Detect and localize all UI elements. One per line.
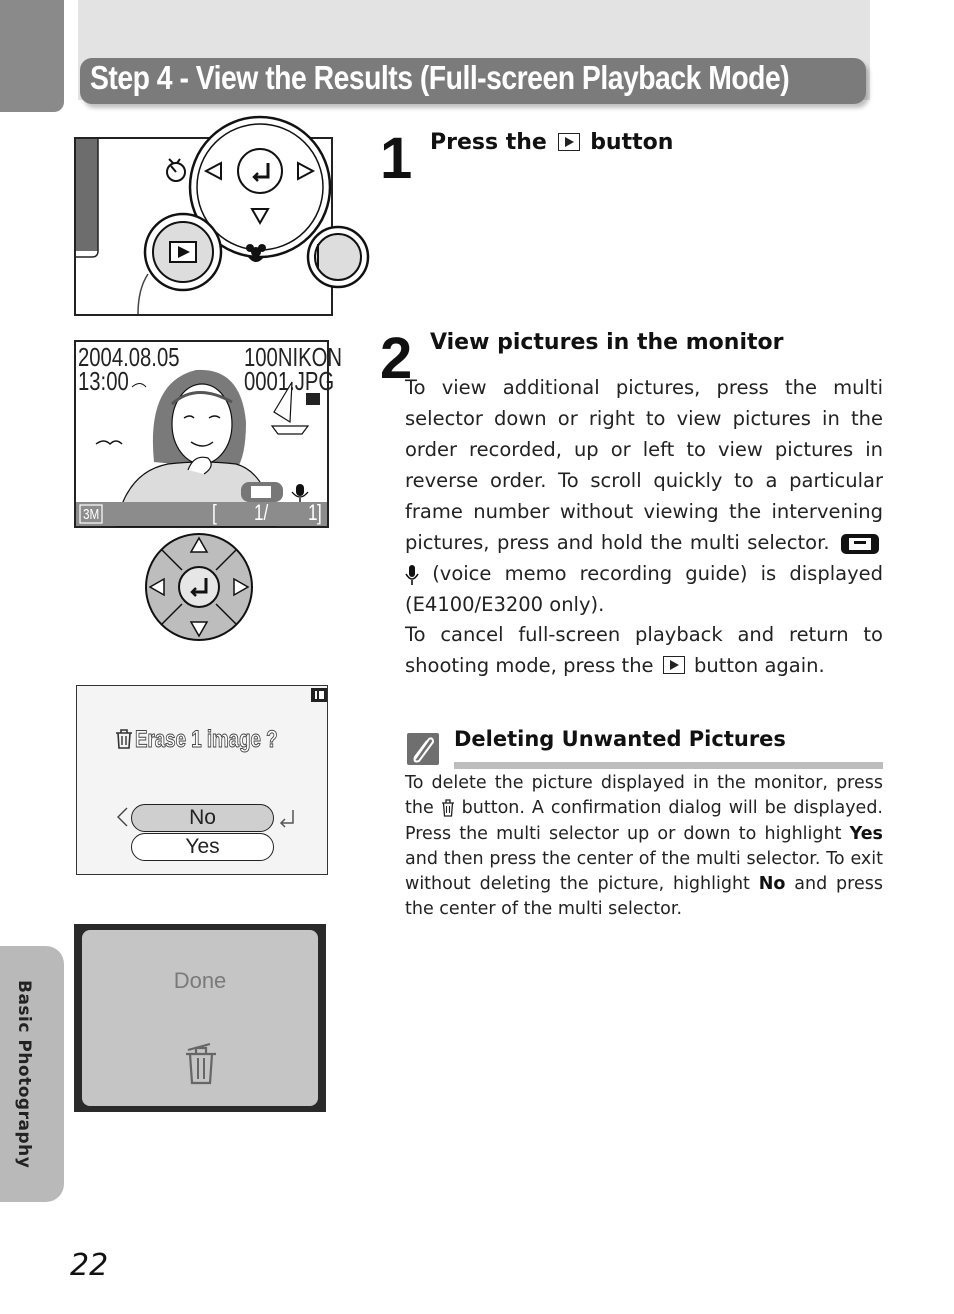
note-text-c: and then press the center of the multi selector. To exit without deleting the picture, highlight bbox=[405, 848, 883, 895]
microphone-icon bbox=[405, 564, 419, 586]
chapter-tab-top bbox=[0, 0, 64, 112]
step-2-heading: View pictures in the monitor bbox=[430, 330, 784, 355]
monitor-time: 13:00 bbox=[78, 366, 129, 396]
monitor-bracket-left: [ bbox=[212, 500, 217, 525]
erase-prompt: Erase 1 image ? bbox=[135, 726, 278, 753]
step-2-number: 2 bbox=[380, 326, 413, 391]
camera-back-illustration bbox=[76, 139, 331, 314]
monitor-bracket-right: ] bbox=[317, 500, 322, 525]
erase-option-no[interactable] bbox=[131, 804, 274, 832]
note-text-b: button. A confirmation dialog will be displayed. Press the multi selector up or down to highlight bbox=[405, 798, 883, 844]
note-body bbox=[405, 771, 883, 923]
pencil-note-icon bbox=[407, 733, 439, 765]
monitor-folder: 100NIKON bbox=[244, 342, 343, 372]
figure-playback-button bbox=[74, 137, 333, 316]
note-rule bbox=[454, 762, 883, 769]
step-1-heading bbox=[430, 130, 673, 155]
multi-selector-illustration bbox=[144, 532, 254, 642]
step-2-paragraph-2-tail: button again. bbox=[693, 654, 825, 677]
playback-button-icon bbox=[663, 656, 685, 674]
trash-icon bbox=[441, 799, 455, 817]
monitor-date: 2004.08.05 bbox=[78, 342, 180, 372]
note-text-a: To delete the picture displayed in the monitor, press the bbox=[405, 773, 883, 819]
internal-memory-icon bbox=[311, 688, 327, 702]
trash-icon bbox=[114, 728, 134, 750]
step-1-heading-after: button bbox=[590, 130, 674, 155]
section-tab-label: Basic Photography bbox=[14, 980, 34, 1169]
monitor-image-size: 3M bbox=[83, 506, 100, 523]
step-2-paragraph-1 bbox=[405, 372, 883, 620]
voice-memo-guide-icon bbox=[841, 533, 879, 555]
note-heading: Deleting Unwanted Pictures bbox=[454, 727, 786, 751]
page-title: Step 4 - View the Results (Full-screen Playback Mode) bbox=[90, 59, 790, 96]
monitor-frame-total: 1 bbox=[308, 500, 318, 525]
erase-option-yes-label: Yes bbox=[185, 835, 220, 858]
self-timer-icon bbox=[167, 159, 185, 181]
step-2-paragraph-2-text: To cancel full-screen playback and return to shooting mode, press the bbox=[405, 623, 883, 677]
done-label: Done bbox=[173, 968, 227, 993]
note-no: No bbox=[758, 874, 786, 895]
enter-icon bbox=[277, 808, 297, 828]
figure-done-screen bbox=[74, 924, 326, 1112]
step-2-paragraph-1-tail: (voice memo recording guide) is displayed (E4100/E3200 only). bbox=[405, 562, 883, 616]
left-arrow-icon bbox=[115, 806, 129, 828]
erase-option-yes[interactable] bbox=[131, 833, 274, 861]
figure-erase-dialog bbox=[76, 685, 328, 875]
step-2-paragraph-1-text: To view additional pictures, press the multi selector down or right to view pictures in the order recorded, up or left to view pictures in reverse order. To scroll quickly to a particular frame number without viewing the intervening pictures, press and hold the multi selector. bbox=[405, 376, 883, 554]
step-1-number: 1 bbox=[380, 126, 413, 191]
page-number: 22 bbox=[70, 1248, 109, 1283]
erase-option-no-label: No bbox=[189, 806, 216, 829]
section-tab-label-wrap bbox=[14, 980, 54, 1170]
note-yes: Yes bbox=[849, 823, 883, 844]
monitor-file: 0001.JPG bbox=[244, 366, 335, 396]
playback-button-icon bbox=[558, 133, 580, 151]
figure-playback-monitor bbox=[74, 340, 343, 528]
monitor-frame-counter: 1/ bbox=[254, 500, 269, 525]
step-2-paragraph-2 bbox=[405, 619, 883, 681]
note-text-d: and press the center of the multi selector. bbox=[405, 874, 883, 920]
trash-icon bbox=[184, 1042, 218, 1086]
step-1-heading-before: Press the bbox=[430, 130, 547, 155]
